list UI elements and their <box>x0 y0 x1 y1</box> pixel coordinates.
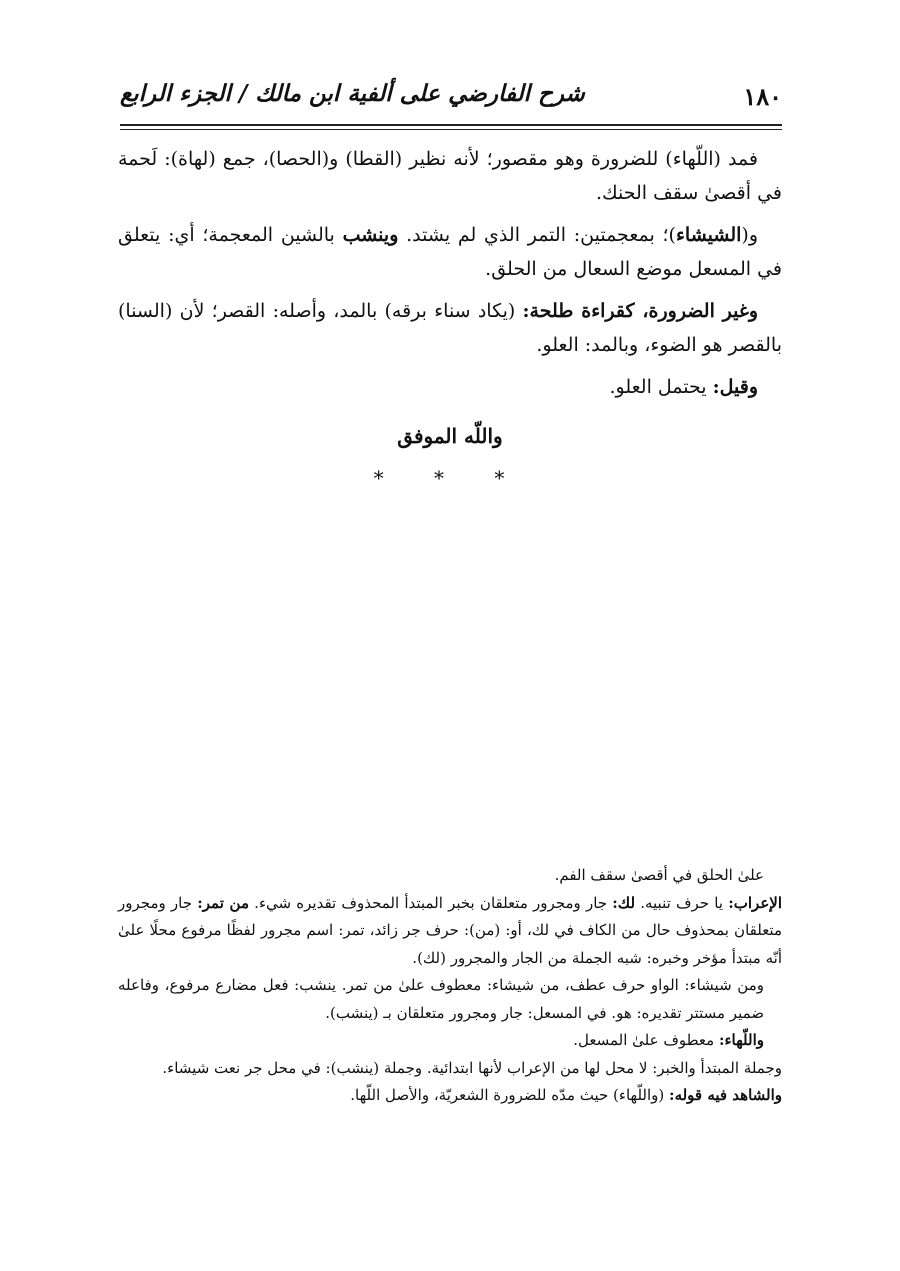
page-number: ١٨٠ <box>743 82 782 111</box>
note-irab-c: جار ومجرور متعلقان بمحذوف حال من الكاف في لك، أو: (من): حرف جر زائد، تمر: اسم مجرور لفظًا مرفوع محلًا علىٰ أنّه مبتدأ مؤخر وخبره: شبه الجملة من الجار والمجرور (لك). <box>118 893 782 967</box>
footnote-shahid <box>118 1082 782 1110</box>
p2-mid: )؛ بمعجمتين: التمر الذي لم يشتد. <box>398 224 676 246</box>
footnotes <box>118 862 782 1110</box>
paragraph-3 <box>118 294 782 362</box>
running-title: شرح الفارضي على ألفية ابن مالك / الجزء الرابع <box>120 80 585 107</box>
note-4-bold: واللّهاء: <box>718 1031 764 1049</box>
paragraph-4 <box>118 370 782 404</box>
footnote-line-1 <box>118 862 782 890</box>
p3-post: (يكاد سناء برقه) بالمد، وأصله: القصر؛ لأن (السنا) بالقصر هو الضوء، وبالمد: العلو. <box>118 300 782 356</box>
header-rule <box>120 124 782 130</box>
p3-bold: وغير الضرورة، كقراءة طلحة: <box>522 300 759 322</box>
note-5-text: وجملة المبتدأ والخبر: لا محل لها من الإعراب لأنها ابتدائية. وجملة (ينشب): في محل جر نعت شيشاء. <box>162 1058 782 1077</box>
paragraph-2 <box>118 218 782 286</box>
note-irab-label: الإعراب: <box>728 893 782 912</box>
footnote-shishaa <box>118 972 782 1027</box>
p4-post: يحتمل العلو. <box>609 376 713 398</box>
main-text <box>118 142 782 412</box>
paragraph-1-text: فمد (اللّهاء) للضرورة وهو مقصور؛ لأنه نظير (القطا) و(الحصا)، جمع (لهاة): لَحمة في أقصىٰ سقف الحنك. <box>118 148 782 204</box>
note-4-text: معطوف علىٰ المسعل. <box>573 1031 719 1049</box>
note-lak-label: لك: <box>612 893 636 912</box>
term-shishaa: الشيشاء <box>675 224 742 246</box>
p2-post: بالشين المعجمة؛ أي: يتعلق في المسعل موضع السعال من الحلق. <box>118 224 782 280</box>
p4-bold: وقيل: <box>712 376 758 398</box>
note-mintamr-label: من تمر: <box>197 893 249 912</box>
note-3-text: ومن شيشاء: الواو حرف عطف، من شيشاء: معطوف علىٰ من تمر. ينشب: فعل مضارع مرفوع، وفاعله ضمير مستتر تقديره: هو. في المسعل: جار ومجرور متعلقان بـ (ينشب). <box>118 976 764 1022</box>
term-yanshab: وينشب <box>342 224 399 246</box>
closing-phrase: واللّه الموفق <box>397 424 503 448</box>
page-header <box>120 78 782 118</box>
section-divider-stars: * * * <box>373 466 527 490</box>
note-6-bold: والشاهد فيه قوله: <box>669 1086 782 1104</box>
note-1-text: علىٰ الحلق في أقصىٰ سقف الفم. <box>554 866 764 884</box>
paragraph-1 <box>118 142 782 210</box>
note-6-text: (واللّهاء) حيث مدّه للضرورة الشعريّة، والأصل اللّها. <box>350 1086 670 1104</box>
footnote-allihaa <box>118 1027 782 1055</box>
note-irab-a: يا حرف تنبيه. <box>635 893 729 912</box>
p2-pre: و( <box>741 224 758 246</box>
note-irab-b: جار ومجرور متعلقان بخبر المبتدأ المحذوف تقديره شيء. <box>248 893 613 912</box>
footnote-jumla <box>118 1055 782 1083</box>
footnote-irab <box>118 890 782 973</box>
